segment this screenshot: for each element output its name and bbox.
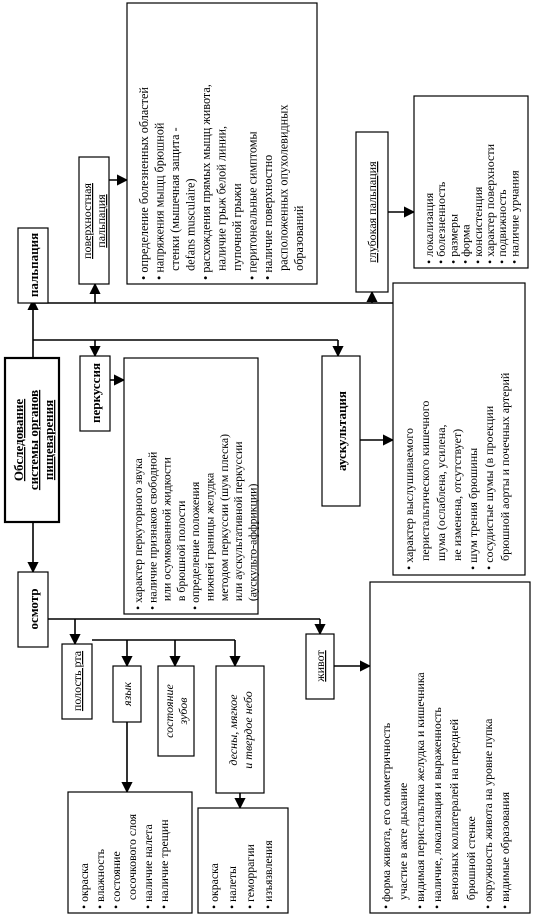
surface-item-2: стенки (мышечная защита - (168, 127, 182, 280)
abdomen-detail (370, 582, 530, 913)
surface-item-4: • расхождения прямых мыщц живота, (199, 84, 213, 280)
gums-detail (198, 808, 288, 913)
tongue-node (113, 666, 141, 722)
tongue-item-4: • наличие налета (141, 824, 155, 909)
gums-item-3: • изъязвления (261, 840, 275, 909)
percussion-node (80, 356, 110, 431)
tongue-item-1: • влажность (93, 848, 107, 909)
gums-item-2: • геморрагии (243, 844, 257, 909)
surface-palpation-label-1: поверхностная (80, 183, 94, 259)
gums-item-0: • окраска (207, 863, 221, 909)
percussion-item-5: нижней границы желудка (202, 472, 217, 610)
auscultation-item-3: не изменена, отсутствует) (450, 428, 464, 570)
mouth-label: полость рта (70, 650, 84, 712)
percussion-item-0: • характер перкуторного звука (131, 458, 145, 610)
tongue-detail (68, 792, 192, 913)
percussion-item-7: или аускультативной перкуссии (231, 441, 246, 610)
inspection-title: осмотр (26, 588, 41, 630)
abdomen-item-4: венозных коллатералей на передней (447, 718, 461, 909)
deep-palpation-detail (414, 96, 528, 268)
tongue-item-3: сосочкового слоя (125, 813, 139, 909)
root-title-1: Обследование (11, 398, 26, 482)
surface-item-1: • напряжения мыщц брюшной (152, 122, 167, 280)
teeth-node (158, 666, 194, 756)
inspection-node (18, 572, 48, 647)
abdomen-item-5: брюшной стенке (464, 816, 478, 909)
auscultation-node (322, 356, 360, 506)
teeth-label-2: зубов (176, 697, 190, 725)
percussion-item-6: методом перкуссии (шум плеска) (216, 433, 231, 610)
tongue-item-2: • состояние (109, 851, 123, 909)
deep-item-6: • подвижность (495, 189, 510, 264)
gums-node (216, 666, 264, 793)
abdomen-item-0: • форма живота, его симметричность (379, 722, 393, 909)
palpation-title: пальпация (26, 232, 41, 298)
surface-item-9: расположенных опухолевидных (276, 104, 291, 280)
abdomen-item-2: • видимая перистальтика желудка и кишечника (413, 672, 427, 909)
abdomen-item-1: участие в акте дыхание (396, 782, 410, 909)
deep-palpation-node (356, 132, 388, 292)
surface-item-6: пупочной грыжи (230, 183, 244, 280)
teeth-label-1: состояние (162, 684, 176, 738)
abdomen-item-3: • наличие, локализация и выраженность (430, 707, 444, 909)
auscultation-title: аускультация (334, 391, 349, 471)
auscultation-item-2: шума (ослаблена, усилена, (434, 424, 448, 570)
percussion-item-4: • определение положения (188, 481, 203, 610)
percussion-item-2: или осумкованной жидкости (159, 457, 174, 610)
tongue-item-5: • наличие трещин (157, 819, 171, 909)
surface-palpation-detail (127, 3, 317, 284)
root-title-3: пищеварения (41, 399, 56, 481)
percussion-title: перкуссия (88, 363, 103, 423)
surface-item-10: образований (292, 205, 306, 280)
auscultation-item-5: • сосудистые шумы (в проекции (482, 405, 496, 570)
auscultation-item-1: перистальтического кишечного (418, 400, 432, 570)
percussion-detail (124, 358, 259, 614)
auscultation-detail (393, 283, 525, 575)
abdomen-label: живот (313, 650, 327, 682)
deep-item-1: • болезненность (434, 181, 449, 264)
root-title-2: системы органов (26, 389, 41, 491)
percussion-item-1: • наличие признаков свободной (145, 451, 160, 610)
gums-box (216, 666, 264, 793)
abdomen-item-7: • видимые образования (498, 791, 512, 909)
gums-label-1: десны, мягкое (226, 694, 240, 766)
gums-item-1: • налеты (225, 866, 239, 909)
auscultation-item-0: • характер выслушиваемого (402, 427, 416, 570)
gums-label-2: и твердое небо (241, 691, 255, 769)
deep-palpation-label: глубокая пальпация (365, 161, 379, 263)
surface-item-0: • определение болезненных областей (137, 87, 151, 280)
surface-palpation-node (79, 157, 109, 284)
auscultation-item-6: брюшной аорты и почечных артерий (498, 372, 512, 570)
root-node (5, 358, 59, 522)
surface-item-8: • наличие поверхностно (261, 154, 275, 280)
percussion-item-8: (аускульто-аффрикции) (245, 483, 260, 610)
abdomen-item-6: • окружность живота на уровне пупка (481, 718, 495, 909)
surface-item-5: наличие грыж белой линии, (214, 125, 229, 280)
deep-item-3: • форма (458, 224, 473, 264)
deep-item-2: • размеры (446, 213, 461, 264)
deep-item-4: • консистенция (470, 186, 485, 264)
deep-item-5: • характер поверхности (483, 144, 497, 264)
percussion-item-3: в брюшной полости (173, 500, 188, 610)
mouth-node (62, 644, 92, 719)
tongue-label: язык (120, 682, 134, 706)
abdomen-node (306, 634, 334, 699)
deep-item-0: • локализация (422, 192, 436, 264)
tongue-item-0: • окраска (77, 863, 91, 909)
deep-item-7: • наличие урчания (507, 170, 522, 264)
surface-item-3: defans musculaire) (183, 178, 198, 280)
surface-item-7: • перитонеальные симптомы (245, 131, 260, 280)
auscultation-item-4: • шум трения брюшины (466, 447, 480, 570)
palpation-node (18, 228, 48, 303)
surface-palpation-label-2: пальпация (94, 194, 108, 248)
